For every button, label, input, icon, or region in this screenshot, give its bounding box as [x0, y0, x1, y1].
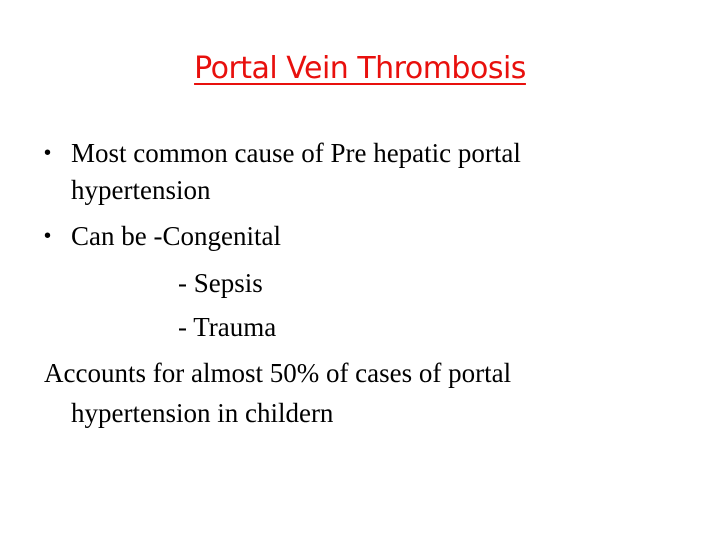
bullet-1-line-1: Most common cause of Pre hepatic portal — [71, 138, 521, 168]
bullet-marker-2: • — [44, 225, 52, 247]
paragraph-line-1: Accounts for almost 50% of cases of portal — [44, 358, 512, 388]
bullet-2-line-1: Can be -Congenital — [71, 221, 281, 251]
bullet-2-sub-trauma: - Trauma — [178, 312, 277, 342]
bullet-marker-1: • — [44, 142, 52, 164]
bullet-1-line-2: hypertension — [71, 175, 211, 205]
bullet-2-sub-sepsis: - Sepsis — [178, 268, 263, 298]
paragraph-line-2: hypertension in childern — [71, 398, 334, 428]
slide-title-text: Portal Vein Thrombosis — [194, 51, 526, 86]
